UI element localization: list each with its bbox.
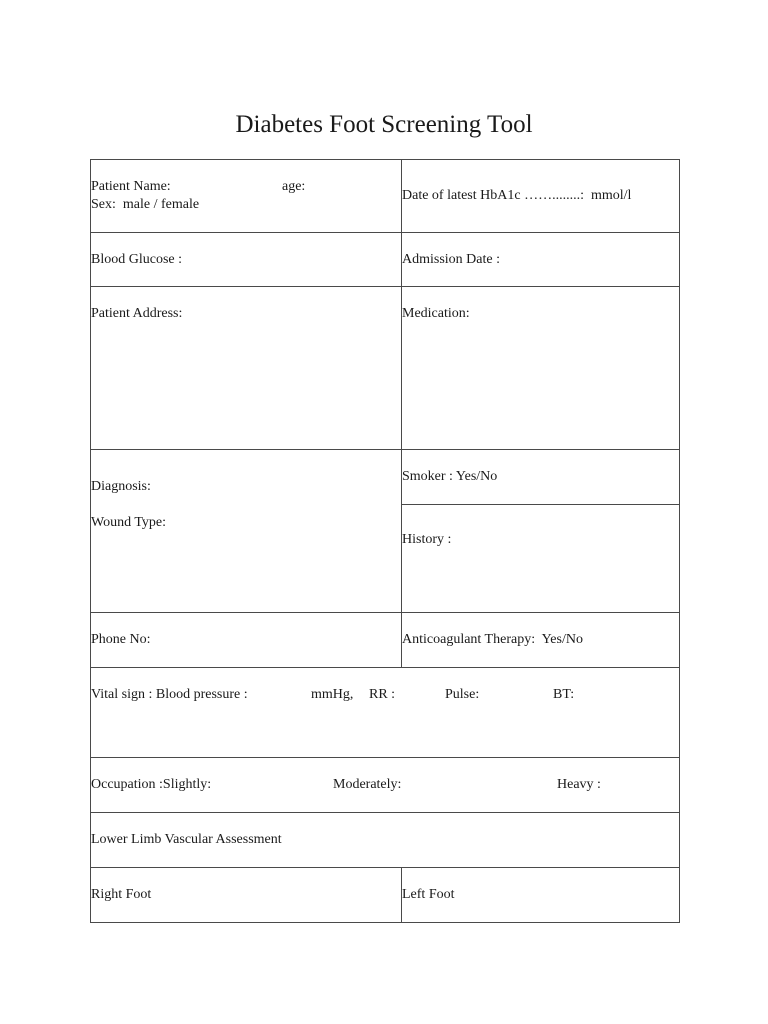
occupation-label: Occupation :Slightly:	[91, 777, 212, 792]
pulse-label: Pulse:	[445, 687, 480, 702]
sex-label: Sex: male / female	[91, 197, 200, 212]
mmhg-label: mmHg,	[311, 687, 354, 702]
page-title: Diabetes Foot Screening Tool	[235, 111, 533, 138]
row-divider	[90, 757, 680, 758]
diagnosis-label: Diagnosis:	[91, 479, 151, 494]
row-divider	[90, 232, 680, 233]
patient-address-label: Patient Address:	[91, 306, 183, 321]
row-divider	[90, 449, 680, 450]
right-foot-label: Right Foot	[91, 887, 152, 902]
smoker-label: Smoker : Yes/No	[402, 469, 498, 484]
row-divider	[90, 286, 680, 287]
wound-type-label: Wound Type:	[91, 515, 167, 530]
patient-name-label: Patient Name:	[91, 179, 171, 194]
column-divider	[401, 159, 402, 667]
medication-label: Medication:	[402, 306, 470, 321]
admission-date-label: Admission Date :	[402, 252, 500, 267]
left-foot-label: Left Foot	[402, 887, 455, 902]
row-divider	[90, 667, 680, 668]
history-label: History :	[402, 532, 452, 547]
row-divider	[90, 867, 680, 868]
blood-glucose-label: Blood Glucose :	[91, 252, 182, 267]
age-label: age:	[282, 179, 306, 194]
anticoagulant-label: Anticoagulant Therapy: Yes/No	[402, 632, 583, 647]
lower-limb-label: Lower Limb Vascular Assessment	[91, 832, 282, 847]
row-divider	[90, 612, 680, 613]
hba1c-label: Date of latest HbA1c ……........: mmol/l	[402, 188, 632, 203]
row-divider	[90, 812, 680, 813]
phone-label: Phone No:	[91, 632, 151, 647]
screening-form-table	[90, 159, 680, 923]
moderately-label: Moderately:	[333, 777, 402, 792]
vital-sign-label: Vital sign : Blood pressure :	[91, 687, 248, 702]
row-divider	[401, 504, 680, 505]
bt-label: BT:	[553, 687, 575, 702]
heavy-label: Heavy :	[557, 777, 601, 792]
rr-label: RR :	[369, 687, 396, 702]
